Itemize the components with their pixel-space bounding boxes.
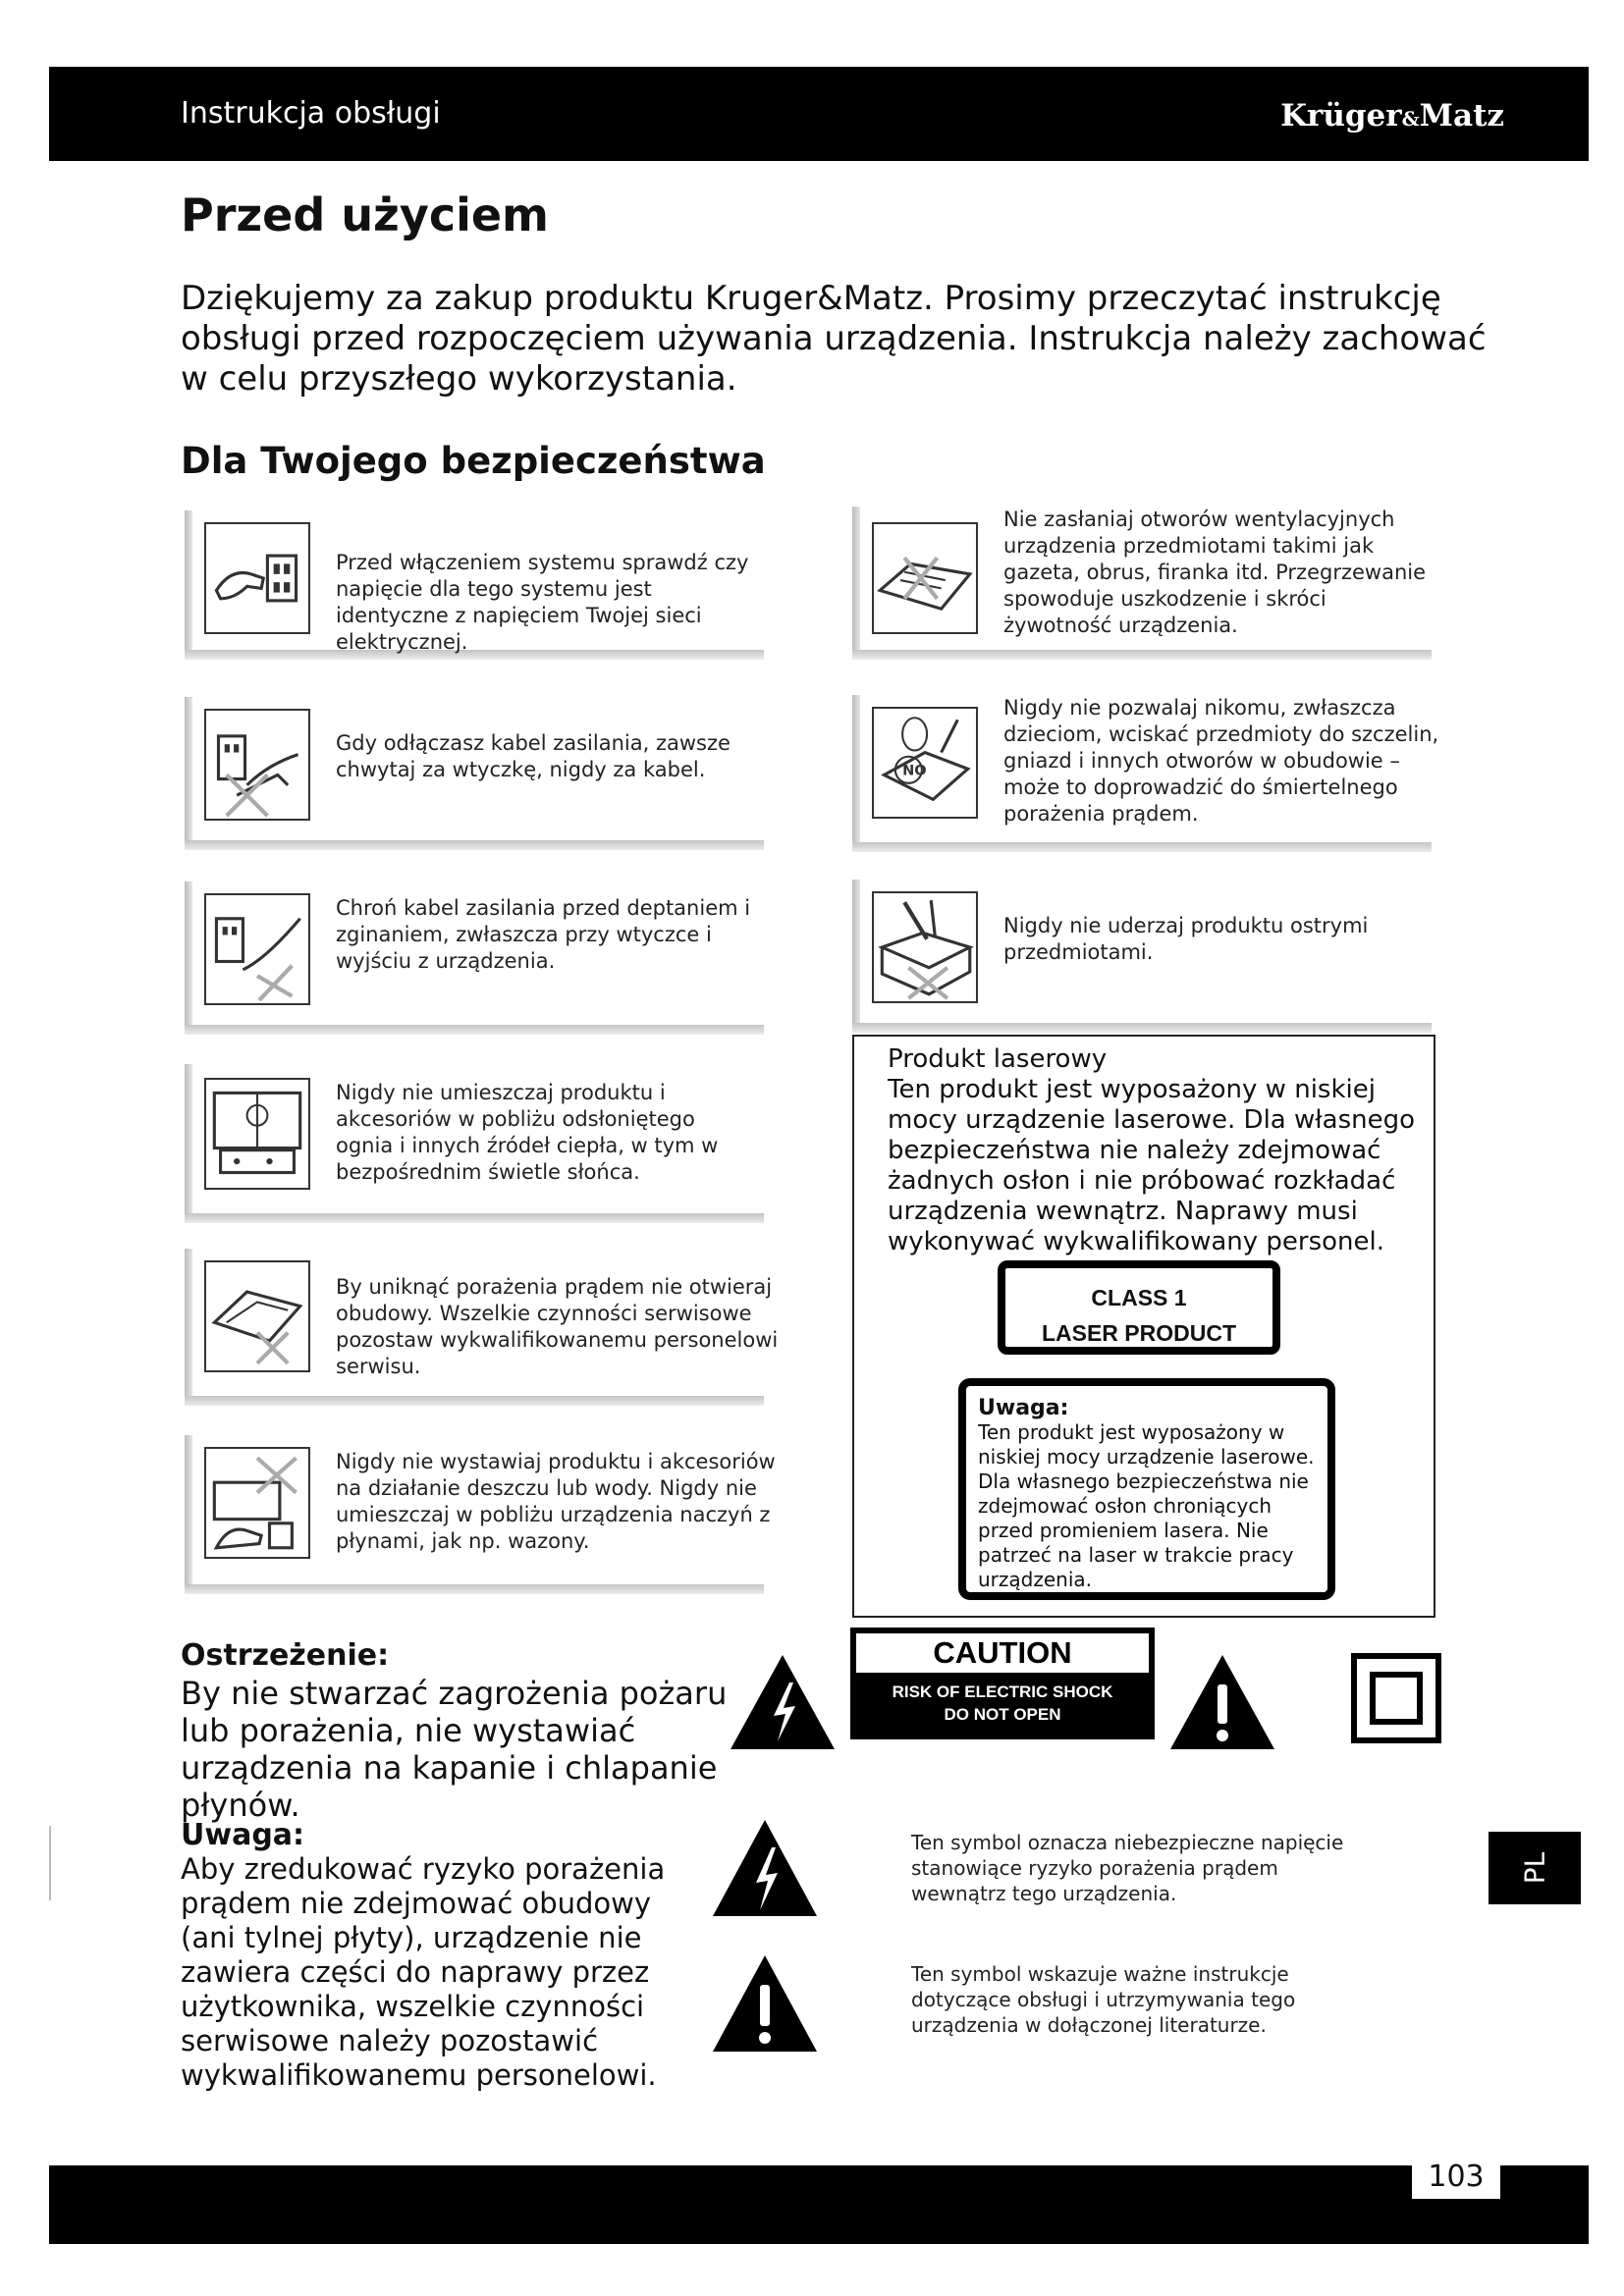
card-text: Gdy odłączasz kabel zasilania, zawsze chwytaj za wtyczkę, nigdy za kabel. [336,731,731,781]
safety-card-cable [185,881,764,1035]
sharp-object-icon [872,891,978,1003]
card-text: By uniknąć porażenia prądem nie otwieraj obudowy. Wszelkie czynności serwisowe pozostaw wykwalifikowanemu personelowi serwisu. [336,1275,779,1378]
card-text: Nie zasłaniaj otworów wentylacyjnych urządzenia przedmiotami takimi jak gazeta, obrus, firanka itd. Przegrzewanie spowoduje uszkodzenie i skróci żywotność urządzenia. [1003,507,1427,637]
safety-card-voltage [185,510,764,660]
safety-card-open [185,1249,779,1406]
laser-description: Ten produkt jest wyposażony w niskiej mocy urządzenie laserowe. Dla własnego bezpieczeństwa nie należy zdejmować żadnych osłon i nie próbować rozkładać urządzenia wewnątrz. Naprawy musi wykonywać wykwalifikowany personel. [888,1075,1416,1256]
laser-title: Produkt laserowy [888,1044,1108,1074]
card-text: Nigdy nie wystawiaj produktu i akcesoriów na działanie deszczu lub wody. Nigdy nie umieszczaj w pobliżu urządzenia naczyń z płynami, jak np. wazony. [336,1450,776,1553]
class1-laser-label: CLASS 1 LASER PRODUCT [998,1260,1280,1355]
card-text: Chroń kabel zasilania przed deptaniem i zginaniem, zwłaszcza przy wtyczce i wyjściu z urządzenia. [336,896,751,973]
header-bar [49,67,1589,161]
cable-protect-icon [204,893,310,1005]
caution-label: CAUTION RISK OF ELECTRIC SHOCK DO NOT OPEN [850,1628,1155,1739]
header-title: Instrukcja obsługi [181,96,441,131]
section-heading: Dla Twojego bezpieczeństwa [181,440,766,482]
exclamation-triangle-icon [1168,1653,1276,1751]
page-number: 103 [1412,2156,1500,2199]
lightning-symbol-icon [711,1818,819,1918]
brand-logo: Krüger&Matz [1280,98,1504,133]
safety-card-unplug [185,697,764,850]
exclamation-explanation: Ten symbol wskazuje ważne instrukcje dotyczące obsługi i utrzymywania tego urządzenia w dołączonej literaturze. [911,1962,1296,2037]
safety-card-sharp [852,880,1432,1033]
safety-card-water [185,1435,776,1594]
card-text: Nigdy nie umieszczaj produktu i akcesoriów w pobliżu odsłoniętego ognia i innych źródeł ciepła, w tym w bezpośrednim świetle słońca. [336,1081,719,1184]
language-tab[interactable]: PL [1489,1832,1581,1904]
card-text: Przed włączeniem systemu sprawdź czy napięcie dla tego systemu jest identyczne z napięciem Twojej sieci elektrycznej. [336,551,749,654]
footer-bar [49,2165,1589,2244]
intro-paragraph: Dziękujemy za zakup produktu Kruger&Matz. Prosimy przeczytać instrukcję obsługi przed rozpoczęciem używania urządzenia. Instrukcja należy zachować w celu przyszłego wykorzystania. [181,279,1487,399]
ventilation-icon [872,522,978,634]
exclamation-symbol-icon [711,1953,819,2054]
double-insulation-icon [1351,1653,1441,1743]
open-cover-icon [204,1260,310,1372]
svg-text:NO: NO [902,762,927,779]
lightning-triangle-icon [729,1653,837,1751]
card-text: Nigdy nie pozwalaj nikomu, zwłaszcza dzieciom, wciskać przedmioty do szczelin, gniazd i innych otworów w obudowie – może to doprowadzić do śmiertelnego porażenia prądem. [1003,696,1439,826]
safety-card-heat [185,1064,764,1223]
safety-card-ventilation [852,507,1432,660]
laser-warning-label: Uwaga: Ten produkt jest wyposażony w niskiej mocy urządzenie laserowe. Dla własnego bezpieczeństwa nie zdejmować osłon chroniących przed promieniem lasera. Nie patrzeć na laser w trakcie pracy urządzenia. [958,1378,1335,1600]
unplug-cable-icon [204,709,310,821]
card-text: Nigdy nie uderzaj produktu ostrymi przedmiotami. [1003,914,1369,964]
shock-note: Uwaga: Aby zredukować ryzyko porażenia prądem nie zdejmować obudowy (ani tylnej płyty), urządzenie nie zawiera części do naprawy przez użytkownika, wszelkie czynności serwisowe należy pozostawić wykwalifikowanemu personelowi. [181,1818,666,2092]
no-insert-icon [872,707,978,819]
margin-line [49,1826,51,1900]
water-icon [204,1447,310,1559]
page-title: Przed użyciem [181,188,549,241]
heat-source-icon [204,1078,310,1190]
fire-warning: Ostrzeżenie: By nie stwarzać zagrożenia pożaru lub porażenia, nie wystawiać urządzenia na kapanie i chlapanie płynów. [181,1638,728,1824]
lightning-explanation: Ten symbol oznacza niebezpieczne napięcie stanowiące ryzyko porażenia prądem wewnątrz tego urządzenia. [911,1831,1344,1905]
laser-product-box [852,1035,1435,1618]
plug-socket-icon [204,522,310,634]
safety-card-objects [852,695,1439,852]
